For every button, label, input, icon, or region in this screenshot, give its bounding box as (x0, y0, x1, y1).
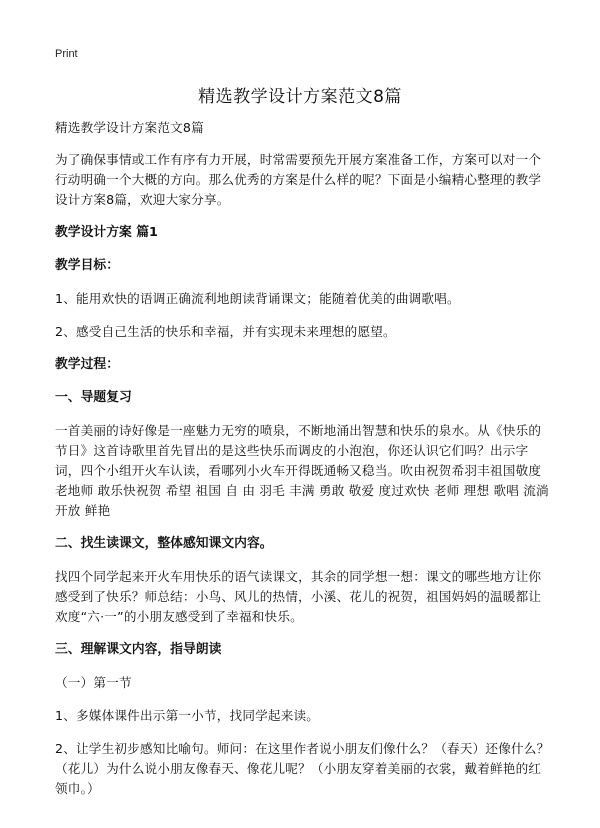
document-subtitle: 精选教学设计方案范文8篇 (55, 120, 204, 135)
step1-heading: 一、导题复习 (55, 390, 132, 405)
goals-heading: 教学目标： (55, 258, 119, 273)
goal-item-2: 2、感受自己生活的快乐和幸福，并有实现未来理想的愿望。 (55, 324, 396, 339)
step3-item-1: 1、多媒体课件出示第一小节，找同学起来读。 (55, 708, 320, 723)
step3-item-2: 2、让学生初步感知比喻句。师问：在这里作者说小朋友们像什么？（春天）还像什么？（花儿）为什么说小朋友像春天、像花儿呢？（小朋友穿着美丽的衣裳，戴着鲜艳的红领巾。） (55, 741, 550, 796)
step2-heading: 二、找生读课文，整体感知课文内容。 (55, 536, 273, 551)
print-label: Print (55, 48, 78, 60)
step3-heading: 三、理解课文内容，指导朗读 (55, 642, 222, 657)
intro-paragraph: 为了确保事情或工作有序有力开展，时常需要预先开展方案准备工作，方案可以对一个行动明确一个大概的方向。那么优秀的方案是什么样的呢？下面是小编精心整理的教学设计方案8篇，欢迎大家分享。 (55, 152, 542, 207)
step2-paragraph: 找四个同学起来开火车用快乐的语气读课文，其余的同学想一想：课文的哪些地方让你感受到了快乐？师总结：小鸟、风儿的热情，小溪、花儿的祝贺，祖国妈妈的温暖都让欢度“六·一”的小朋友感受到了幸福和快乐。 (55, 569, 542, 624)
section-title: 教学设计方案 篇1 (55, 225, 158, 240)
step1-paragraph: 一首美丽的诗好像是一座魅力无穷的喷泉，不断地涌出智慧和快乐的泉水。从《快乐的节日》这首诗歌里首先冒出的是这些快乐而调皮的小泡泡，你还认识它们吗？出示字词，四个小组开火车认读，看哪列小火车开得既通畅又稳当。吹由祝贺希羽丰祖国敬度老地师 敢乐快祝贺 希望 祖国 自 由 羽毛 丰满 勇敢 敬爱 度过欢快 老师 理想 歌唱 流淌 开放 鲜艳 (55, 423, 549, 518)
step3-subheading: （一）第一节 (55, 675, 132, 690)
page-title: 精选教学设计方案范文8篇 (198, 87, 402, 107)
goal-item-1: 1、能用欢快的语调正确流利地朗读背诵课文；能随着优美的曲调歌唱。 (55, 291, 460, 306)
document-body (55, 118, 550, 812)
process-heading: 教学过程： (55, 357, 119, 372)
